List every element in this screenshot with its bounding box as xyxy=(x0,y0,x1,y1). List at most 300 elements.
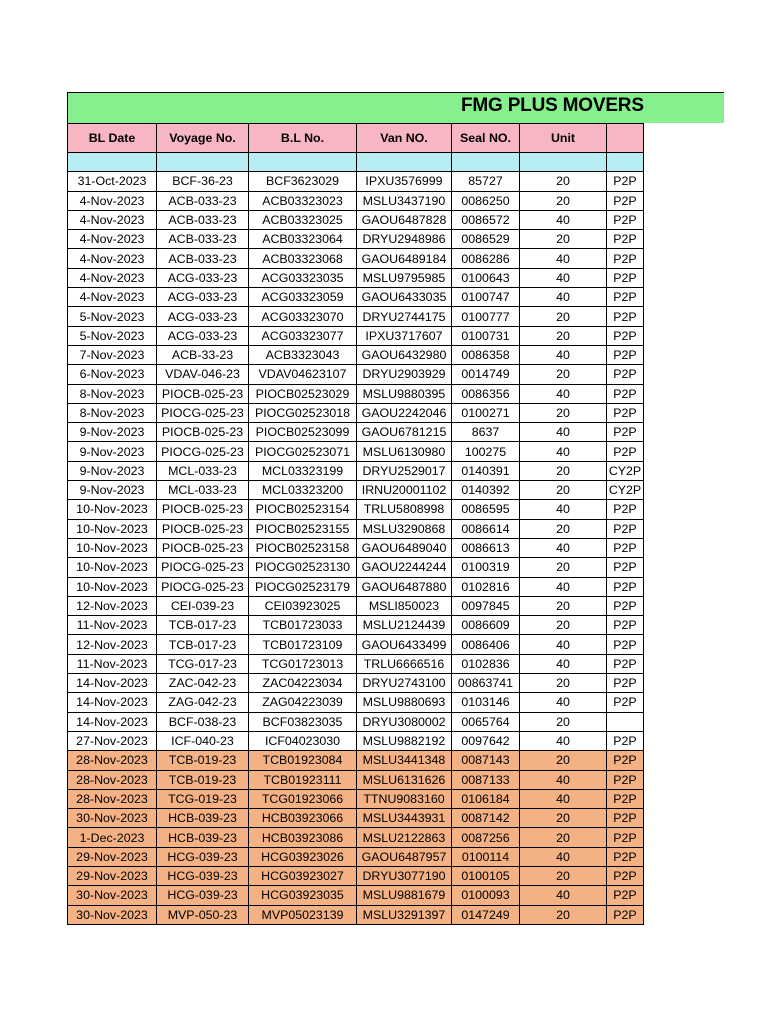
unit-cell: 20 xyxy=(520,596,607,615)
unit-cell: 40 xyxy=(520,384,607,403)
type-cell: P2P xyxy=(607,345,644,364)
bl-date-cell: 31-Oct-2023 xyxy=(68,172,157,191)
type-cell: P2P xyxy=(607,866,644,885)
seal-no-cell: 0100747 xyxy=(452,288,520,307)
bl-no-cell: HCG03923026 xyxy=(249,847,357,866)
table-row xyxy=(68,172,644,191)
type-cell: P2P xyxy=(607,731,644,750)
unit-cell: 40 xyxy=(520,249,607,268)
seal-no-cell: 0087143 xyxy=(452,751,520,770)
van-no-cell: MSLU9880395 xyxy=(357,384,452,403)
voyage-no-cell: BCF-36-23 xyxy=(157,172,249,191)
van-no-cell: MSLU6130980 xyxy=(357,442,452,461)
bl-date-cell: 8-Nov-2023 xyxy=(68,403,157,422)
bl-date-cell: 6-Nov-2023 xyxy=(68,365,157,384)
bl-date-cell: 14-Nov-2023 xyxy=(68,693,157,712)
table-row xyxy=(68,288,644,307)
van-no-cell: IRNU20001102 xyxy=(357,481,452,500)
unit-cell: 20 xyxy=(520,751,607,770)
van-no-cell: DRYU3077190 xyxy=(357,866,452,885)
table-row xyxy=(68,191,644,210)
van-no-cell: MSLU9881679 xyxy=(357,886,452,905)
voyage-no-cell: HCG-039-23 xyxy=(157,866,249,885)
seal-no-cell: 0100093 xyxy=(452,886,520,905)
van-no-cell: DRYU2744175 xyxy=(357,307,452,326)
bl-no-cell: BCF3623029 xyxy=(249,172,357,191)
voyage-no-cell: HCB-039-23 xyxy=(157,809,249,828)
bl-no-cell: ZAG04223039 xyxy=(249,693,357,712)
col-header-type xyxy=(607,124,644,153)
unit-cell: 20 xyxy=(520,326,607,345)
table-row xyxy=(68,326,644,345)
bl-date-cell: 12-Nov-2023 xyxy=(68,596,157,615)
type-cell: P2P xyxy=(607,288,644,307)
unit-cell: 20 xyxy=(520,481,607,500)
van-no-cell: GAOU6433035 xyxy=(357,288,452,307)
seal-no-cell: 0086250 xyxy=(452,191,520,210)
table-row xyxy=(68,616,644,635)
voyage-no-cell: ACB-033-23 xyxy=(157,249,249,268)
bl-date-cell: 12-Nov-2023 xyxy=(68,635,157,654)
bl-date-cell: 28-Nov-2023 xyxy=(68,751,157,770)
bl-date-cell: 8-Nov-2023 xyxy=(68,384,157,403)
bl-no-cell: PIOCB02523158 xyxy=(249,538,357,557)
table-row xyxy=(68,596,644,615)
bl-no-cell: MVP05023139 xyxy=(249,905,357,924)
type-cell: P2P xyxy=(607,249,644,268)
unit-cell: 40 xyxy=(520,731,607,750)
voyage-no-cell: PIOCG-025-23 xyxy=(157,558,249,577)
voyage-no-cell: PIOCB-025-23 xyxy=(157,384,249,403)
van-no-cell: GAOU6781215 xyxy=(357,423,452,442)
spacer-row xyxy=(68,153,644,172)
van-no-cell: DRYU2743100 xyxy=(357,674,452,693)
bl-date-cell: 14-Nov-2023 xyxy=(68,712,157,731)
bl-date-cell: 4-Nov-2023 xyxy=(68,268,157,287)
seal-no-cell: 0100271 xyxy=(452,403,520,422)
bl-date-cell: 29-Nov-2023 xyxy=(68,866,157,885)
type-cell: P2P xyxy=(607,172,644,191)
van-no-cell: MSLU3291397 xyxy=(357,905,452,924)
bl-no-cell: BCF03823035 xyxy=(249,712,357,731)
table-row xyxy=(68,307,644,326)
bl-no-cell: PIOCB02523155 xyxy=(249,519,357,538)
table-row xyxy=(68,500,644,519)
type-cell: P2P xyxy=(607,809,644,828)
van-no-cell: MSLU9880693 xyxy=(357,693,452,712)
type-cell: P2P xyxy=(607,191,644,210)
table-row xyxy=(68,345,644,364)
bl-no-cell: MCL03323199 xyxy=(249,461,357,480)
voyage-no-cell: TCB-019-23 xyxy=(157,770,249,789)
table-row xyxy=(68,442,644,461)
van-no-cell: GAOU6487828 xyxy=(357,210,452,229)
unit-cell: 40 xyxy=(520,654,607,673)
voyage-no-cell: TCB-017-23 xyxy=(157,635,249,654)
unit-cell: 20 xyxy=(520,712,607,731)
seal-no-cell: 0140391 xyxy=(452,461,520,480)
bl-no-cell: PIOCG02523071 xyxy=(249,442,357,461)
type-cell: P2P xyxy=(607,403,644,422)
table-row xyxy=(68,674,644,693)
unit-cell: 40 xyxy=(520,693,607,712)
col-header-bl-no: B.L No. xyxy=(249,124,357,153)
unit-cell: 20 xyxy=(520,403,607,422)
voyage-no-cell: ACG-033-23 xyxy=(157,326,249,345)
voyage-no-cell: ZAC-042-23 xyxy=(157,674,249,693)
seal-no-cell: 0086613 xyxy=(452,538,520,557)
seal-no-cell: 100275 xyxy=(452,442,520,461)
unit-cell: 40 xyxy=(520,210,607,229)
van-no-cell: TRLU6666516 xyxy=(357,654,452,673)
van-no-cell: TRLU5808998 xyxy=(357,500,452,519)
table-row xyxy=(68,654,644,673)
unit-cell: 20 xyxy=(520,866,607,885)
col-header-unit: Unit xyxy=(520,124,607,153)
bl-no-cell: ACG03323059 xyxy=(249,288,357,307)
van-no-cell: MSLU3443931 xyxy=(357,809,452,828)
shipment-table xyxy=(67,123,644,925)
bl-date-cell: 14-Nov-2023 xyxy=(68,674,157,693)
table-row xyxy=(68,751,644,770)
bl-no-cell: PIOCB02523099 xyxy=(249,423,357,442)
voyage-no-cell: PIOCB-025-23 xyxy=(157,500,249,519)
unit-cell: 20 xyxy=(520,674,607,693)
table-row xyxy=(68,558,644,577)
seal-no-cell: 0086356 xyxy=(452,384,520,403)
type-cell: P2P xyxy=(607,519,644,538)
seal-no-cell: 0087256 xyxy=(452,828,520,847)
van-no-cell: MSLU2122863 xyxy=(357,828,452,847)
seal-no-cell: 0097845 xyxy=(452,596,520,615)
sheet-title: FMG PLUS MOVERS xyxy=(461,95,644,116)
col-header-seal-no: Seal NO. xyxy=(452,124,520,153)
voyage-no-cell: ACB-033-23 xyxy=(157,210,249,229)
table-row xyxy=(68,847,644,866)
van-no-cell: GAOU6487880 xyxy=(357,577,452,596)
unit-cell: 20 xyxy=(520,307,607,326)
type-cell: P2P xyxy=(607,230,644,249)
seal-no-cell: 85727 xyxy=(452,172,520,191)
bl-date-cell: 4-Nov-2023 xyxy=(68,249,157,268)
bl-no-cell: TCB01923111 xyxy=(249,770,357,789)
bl-no-cell: ICF04023030 xyxy=(249,731,357,750)
type-cell: P2P xyxy=(607,596,644,615)
voyage-no-cell: MCL-033-23 xyxy=(157,461,249,480)
type-cell: P2P xyxy=(607,558,644,577)
unit-cell: 40 xyxy=(520,268,607,287)
voyage-no-cell: PIOCG-025-23 xyxy=(157,442,249,461)
voyage-no-cell: ACG-033-23 xyxy=(157,268,249,287)
voyage-no-cell: ACB-33-23 xyxy=(157,345,249,364)
seal-no-cell: 0087133 xyxy=(452,770,520,789)
bl-no-cell: PIOCG02523130 xyxy=(249,558,357,577)
type-cell: P2P xyxy=(607,500,644,519)
voyage-no-cell: TCG-019-23 xyxy=(157,789,249,808)
unit-cell: 40 xyxy=(520,789,607,808)
table-row xyxy=(68,905,644,924)
type-cell xyxy=(607,712,644,731)
van-no-cell: DRYU2529017 xyxy=(357,461,452,480)
title-bar xyxy=(67,92,724,123)
voyage-no-cell: PIOCB-025-23 xyxy=(157,538,249,557)
bl-date-cell: 4-Nov-2023 xyxy=(68,191,157,210)
seal-no-cell: 0086595 xyxy=(452,500,520,519)
bl-date-cell: 27-Nov-2023 xyxy=(68,731,157,750)
voyage-no-cell: HCG-039-23 xyxy=(157,847,249,866)
unit-cell: 20 xyxy=(520,365,607,384)
van-no-cell: GAOU6487957 xyxy=(357,847,452,866)
type-cell: P2P xyxy=(607,577,644,596)
unit-cell: 40 xyxy=(520,345,607,364)
type-cell: P2P xyxy=(607,307,644,326)
table-row xyxy=(68,423,644,442)
voyage-no-cell: MCL-033-23 xyxy=(157,481,249,500)
type-cell: P2P xyxy=(607,365,644,384)
seal-no-cell: 0086406 xyxy=(452,635,520,654)
voyage-no-cell: ACB-033-23 xyxy=(157,191,249,210)
bl-date-cell: 1-Dec-2023 xyxy=(68,828,157,847)
col-header-van-no: Van NO. xyxy=(357,124,452,153)
seal-no-cell: 0100731 xyxy=(452,326,520,345)
bl-date-cell: 30-Nov-2023 xyxy=(68,905,157,924)
voyage-no-cell: CEI-039-23 xyxy=(157,596,249,615)
seal-no-cell: 0103146 xyxy=(452,693,520,712)
seal-no-cell: 00863741 xyxy=(452,674,520,693)
bl-date-cell: 9-Nov-2023 xyxy=(68,461,157,480)
bl-no-cell: HCG03923035 xyxy=(249,886,357,905)
seal-no-cell: 0100114 xyxy=(452,847,520,866)
table-row xyxy=(68,249,644,268)
unit-cell: 20 xyxy=(520,230,607,249)
van-no-cell: GAOU2242046 xyxy=(357,403,452,422)
voyage-no-cell: BCF-038-23 xyxy=(157,712,249,731)
seal-no-cell: 0140392 xyxy=(452,481,520,500)
table-row xyxy=(68,384,644,403)
seal-no-cell: 0086358 xyxy=(452,345,520,364)
table-row xyxy=(68,886,644,905)
type-cell: P2P xyxy=(607,326,644,345)
seal-no-cell: 0086609 xyxy=(452,616,520,635)
van-no-cell: IPXU3717607 xyxy=(357,326,452,345)
van-no-cell: GAOU6489184 xyxy=(357,249,452,268)
voyage-no-cell: ACB-033-23 xyxy=(157,230,249,249)
bl-date-cell: 10-Nov-2023 xyxy=(68,577,157,596)
bl-date-cell: 4-Nov-2023 xyxy=(68,230,157,249)
van-no-cell: MSLU6131626 xyxy=(357,770,452,789)
seal-no-cell: 0086572 xyxy=(452,210,520,229)
seal-no-cell: 0086286 xyxy=(452,249,520,268)
bl-no-cell: VDAV04623107 xyxy=(249,365,357,384)
type-cell: CY2P xyxy=(607,481,644,500)
bl-no-cell: PIOCG02523018 xyxy=(249,403,357,422)
bl-no-cell: TCB01723109 xyxy=(249,635,357,654)
bl-no-cell: CEI03923025 xyxy=(249,596,357,615)
type-cell: P2P xyxy=(607,268,644,287)
unit-cell: 20 xyxy=(520,191,607,210)
seal-no-cell: 0065764 xyxy=(452,712,520,731)
voyage-no-cell: ACG-033-23 xyxy=(157,288,249,307)
seal-no-cell: 0087142 xyxy=(452,809,520,828)
van-no-cell: GAOU6433499 xyxy=(357,635,452,654)
table-row xyxy=(68,635,644,654)
seal-no-cell: 0086614 xyxy=(452,519,520,538)
bl-no-cell: HCB03923066 xyxy=(249,809,357,828)
van-no-cell: IPXU3576999 xyxy=(357,172,452,191)
voyage-no-cell: PIOCG-025-23 xyxy=(157,403,249,422)
bl-date-cell: 10-Nov-2023 xyxy=(68,538,157,557)
bl-no-cell: TCG01923066 xyxy=(249,789,357,808)
table-row xyxy=(68,866,644,885)
bl-date-cell: 28-Nov-2023 xyxy=(68,789,157,808)
seal-no-cell: 0100105 xyxy=(452,866,520,885)
bl-date-cell: 5-Nov-2023 xyxy=(68,307,157,326)
type-cell: P2P xyxy=(607,635,644,654)
type-cell: P2P xyxy=(607,693,644,712)
table-row xyxy=(68,789,644,808)
unit-cell: 20 xyxy=(520,905,607,924)
bl-no-cell: ACB03323064 xyxy=(249,230,357,249)
table-row xyxy=(68,268,644,287)
unit-cell: 20 xyxy=(520,519,607,538)
voyage-no-cell: VDAV-046-23 xyxy=(157,365,249,384)
bl-no-cell: ACB3323043 xyxy=(249,345,357,364)
seal-no-cell: 0100777 xyxy=(452,307,520,326)
van-no-cell: GAOU6432980 xyxy=(357,345,452,364)
seal-no-cell: 0097642 xyxy=(452,731,520,750)
seal-no-cell: 0102816 xyxy=(452,577,520,596)
bl-no-cell: ACB03323068 xyxy=(249,249,357,268)
bl-no-cell: TCG01723013 xyxy=(249,654,357,673)
van-no-cell: MSLU3441348 xyxy=(357,751,452,770)
bl-date-cell: 10-Nov-2023 xyxy=(68,558,157,577)
table-row xyxy=(68,403,644,422)
voyage-no-cell: ACG-033-23 xyxy=(157,307,249,326)
seal-no-cell: 0102836 xyxy=(452,654,520,673)
van-no-cell: MSLU9795985 xyxy=(357,268,452,287)
unit-cell: 40 xyxy=(520,442,607,461)
bl-date-cell: 7-Nov-2023 xyxy=(68,345,157,364)
table-row xyxy=(68,230,644,249)
type-cell: P2P xyxy=(607,442,644,461)
bl-no-cell: ACB03323023 xyxy=(249,191,357,210)
bl-no-cell: MCL03323200 xyxy=(249,481,357,500)
unit-cell: 40 xyxy=(520,886,607,905)
type-cell: CY2P xyxy=(607,461,644,480)
bl-no-cell: TCB01723033 xyxy=(249,616,357,635)
col-header-bl-date: BL Date xyxy=(68,124,157,153)
bl-date-cell: 5-Nov-2023 xyxy=(68,326,157,345)
bl-no-cell: ACB03323025 xyxy=(249,210,357,229)
voyage-no-cell: PIOCB-025-23 xyxy=(157,519,249,538)
voyage-no-cell: HCG-039-23 xyxy=(157,886,249,905)
table-row xyxy=(68,577,644,596)
voyage-no-cell: TCB-019-23 xyxy=(157,751,249,770)
type-cell: P2P xyxy=(607,674,644,693)
bl-date-cell: 10-Nov-2023 xyxy=(68,500,157,519)
bl-no-cell: HCB03923086 xyxy=(249,828,357,847)
unit-cell: 20 xyxy=(520,828,607,847)
type-cell: P2P xyxy=(607,616,644,635)
bl-no-cell: PIOCB02523154 xyxy=(249,500,357,519)
seal-no-cell: 0086529 xyxy=(452,230,520,249)
voyage-no-cell: HCB-039-23 xyxy=(157,828,249,847)
type-cell: P2P xyxy=(607,828,644,847)
table-row xyxy=(68,538,644,557)
seal-no-cell: 0100643 xyxy=(452,268,520,287)
voyage-no-cell: PIOCB-025-23 xyxy=(157,423,249,442)
bl-no-cell: PIOCG02523179 xyxy=(249,577,357,596)
voyage-no-cell: MVP-050-23 xyxy=(157,905,249,924)
van-no-cell: GAOU6489040 xyxy=(357,538,452,557)
bl-date-cell: 30-Nov-2023 xyxy=(68,886,157,905)
unit-cell: 40 xyxy=(520,500,607,519)
bl-no-cell: ACG03323070 xyxy=(249,307,357,326)
voyage-no-cell: ZAG-042-23 xyxy=(157,693,249,712)
van-no-cell: MSLU3437190 xyxy=(357,191,452,210)
table-row xyxy=(68,210,644,229)
table-row xyxy=(68,770,644,789)
van-no-cell: DRYU2948986 xyxy=(357,230,452,249)
table-row xyxy=(68,481,644,500)
unit-cell: 40 xyxy=(520,847,607,866)
bl-date-cell: 11-Nov-2023 xyxy=(68,654,157,673)
bl-date-cell: 29-Nov-2023 xyxy=(68,847,157,866)
table-row xyxy=(68,809,644,828)
bl-date-cell: 4-Nov-2023 xyxy=(68,288,157,307)
table-row xyxy=(68,731,644,750)
unit-cell: 40 xyxy=(520,577,607,596)
table-row xyxy=(68,461,644,480)
unit-cell: 40 xyxy=(520,423,607,442)
voyage-no-cell: PIOCG-025-23 xyxy=(157,577,249,596)
type-cell: P2P xyxy=(607,751,644,770)
type-cell: P2P xyxy=(607,384,644,403)
van-no-cell: DRYU2903929 xyxy=(357,365,452,384)
bl-no-cell: ZAC04223034 xyxy=(249,674,357,693)
bl-no-cell: TCB01923084 xyxy=(249,751,357,770)
type-cell: P2P xyxy=(607,210,644,229)
header-row xyxy=(68,124,644,153)
van-no-cell: TTNU9083160 xyxy=(357,789,452,808)
seal-no-cell: 0147249 xyxy=(452,905,520,924)
unit-cell: 20 xyxy=(520,461,607,480)
type-cell: P2P xyxy=(607,905,644,924)
voyage-no-cell: TCG-017-23 xyxy=(157,654,249,673)
table-row xyxy=(68,828,644,847)
voyage-no-cell: ICF-040-23 xyxy=(157,731,249,750)
bl-no-cell: ACG03323077 xyxy=(249,326,357,345)
van-no-cell: MSLI850023 xyxy=(357,596,452,615)
bl-date-cell: 28-Nov-2023 xyxy=(68,770,157,789)
bl-date-cell: 10-Nov-2023 xyxy=(68,519,157,538)
bl-date-cell: 4-Nov-2023 xyxy=(68,210,157,229)
bl-date-cell: 9-Nov-2023 xyxy=(68,423,157,442)
bl-date-cell: 30-Nov-2023 xyxy=(68,809,157,828)
bl-date-cell: 9-Nov-2023 xyxy=(68,442,157,461)
type-cell: P2P xyxy=(607,770,644,789)
unit-cell: 20 xyxy=(520,172,607,191)
seal-no-cell: 0106184 xyxy=(452,789,520,808)
unit-cell: 40 xyxy=(520,538,607,557)
bl-date-cell: 11-Nov-2023 xyxy=(68,616,157,635)
seal-no-cell: 8637 xyxy=(452,423,520,442)
type-cell: P2P xyxy=(607,654,644,673)
unit-cell: 20 xyxy=(520,809,607,828)
unit-cell: 20 xyxy=(520,616,607,635)
bl-no-cell: PIOCB02523029 xyxy=(249,384,357,403)
seal-no-cell: 0014749 xyxy=(452,365,520,384)
